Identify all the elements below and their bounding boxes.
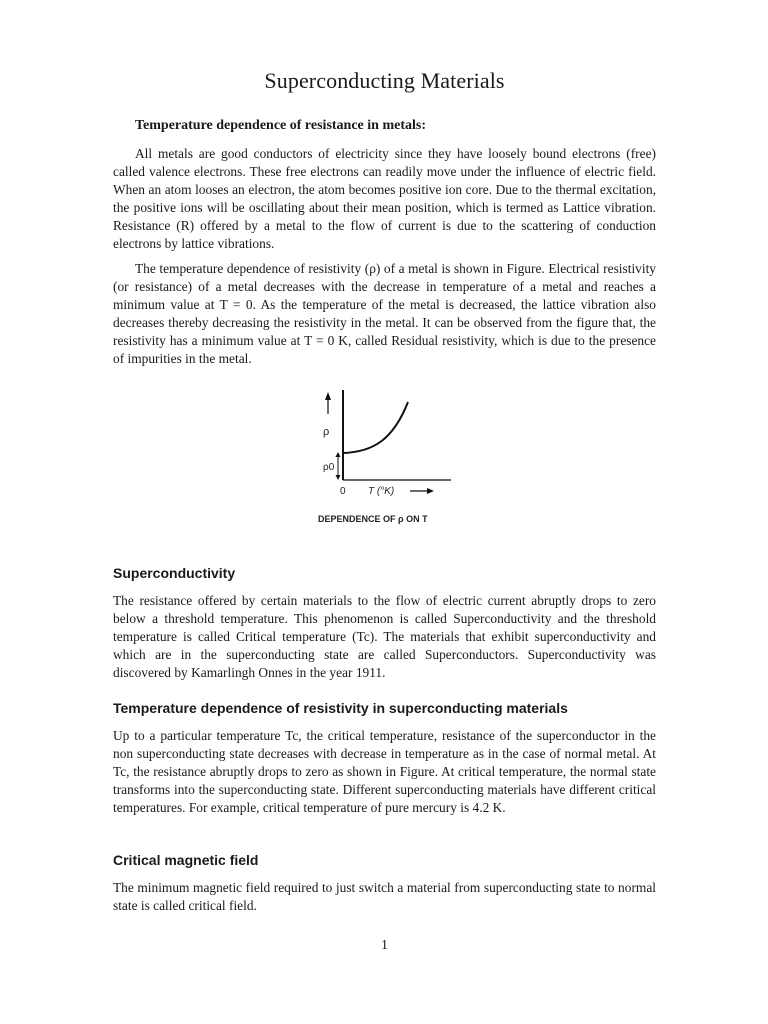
document-page: [113, 0, 656, 1024]
figure-caption: DEPENDENCE OF ρ ON T: [318, 514, 428, 524]
temp-dependence-paragraph: Up to a particular temperature Tc, the critical temperature, resistance of the superconductor in the non superconducting state decreases with decrease in temperature as in the case of normal metal. At Tc, the resistance abruptly drops to zero as shown in Figure. At critical temperature, the normal state transforms into the superconducting state. Different superconducting materials have different critical temperatures. For example, critical temperature of pure mercury is 4.2 K.: [113, 728, 656, 815]
x-arrow-head: [427, 488, 434, 494]
rho0-label: ρ0: [323, 462, 335, 473]
metals-paragraph-2: The temperature dependence of resistivity (ρ) of a metal is shown in Figure. Electrical resistivity (or resistance) of a metal decreases with the decrease in temperature of a metal and reaches a minimum value at T = 0. As the temperature of the metal is decreased, the lattice vibration also decreases thereby decreasing the resistivity in the metal. It can be observed from the figure that, the resistivity has a minimum value at T = 0 K, called Residual resistivity, which is due to the presence of impurities in the metal.: [113, 261, 656, 366]
superconductivity-heading: Superconductivity: [113, 565, 236, 581]
critical-field-heading: Critical magnetic field: [113, 852, 259, 868]
y-label: ρ: [323, 426, 330, 438]
page-number: 1: [381, 938, 388, 953]
metals-paragraph-1: All metals are good conductors of electricity since they have loosely bound electrons (free) called valence electrons. These free electrons can readily move under the influence of electric field. When an atom looses an electron, the atom becomes positive ion core. Due to the thermal excitation, the positive ions will be oscillating about their mean position, which is termed as Lattice vibration. Resistance (R) offered by a metal to the flow of current is due to the scattering of conduction electrons by lattice vibrations.: [113, 146, 656, 251]
rho0-arrow-bottom: [336, 475, 341, 480]
metals-heading: Temperature dependence of resistance in metals:: [135, 118, 426, 133]
x-label: T (°K): [368, 486, 395, 497]
critical-field-paragraph: The minimum magnetic field required to just switch a material from superconducting state to normal state is called critical field.: [113, 880, 656, 913]
resistivity-graph: [313, 380, 463, 530]
superconductivity-paragraph: The resistance offered by certain materials to the flow of electric current abruptly drops to zero below a threshold temperature. This phenomenon is called Superconductivity and the threshold temperature is called Critical temperature (Tc). The materials that exhibit superconductivity and which are in the superconducting state are called Superconductors. Superconductivity was discovered by Kamarlingh Onnes in the year 1911.: [113, 593, 656, 680]
resistivity-curve: [343, 402, 408, 453]
origin-label: 0: [340, 486, 346, 497]
temp-dependence-heading: Temperature dependence of resistivity in superconducting materials: [113, 700, 568, 716]
rho0-arrow-top: [336, 452, 341, 457]
page-title: Superconducting Materials: [264, 68, 505, 93]
y-arrow-head: [325, 392, 331, 400]
resistivity-figure: [313, 380, 463, 530]
